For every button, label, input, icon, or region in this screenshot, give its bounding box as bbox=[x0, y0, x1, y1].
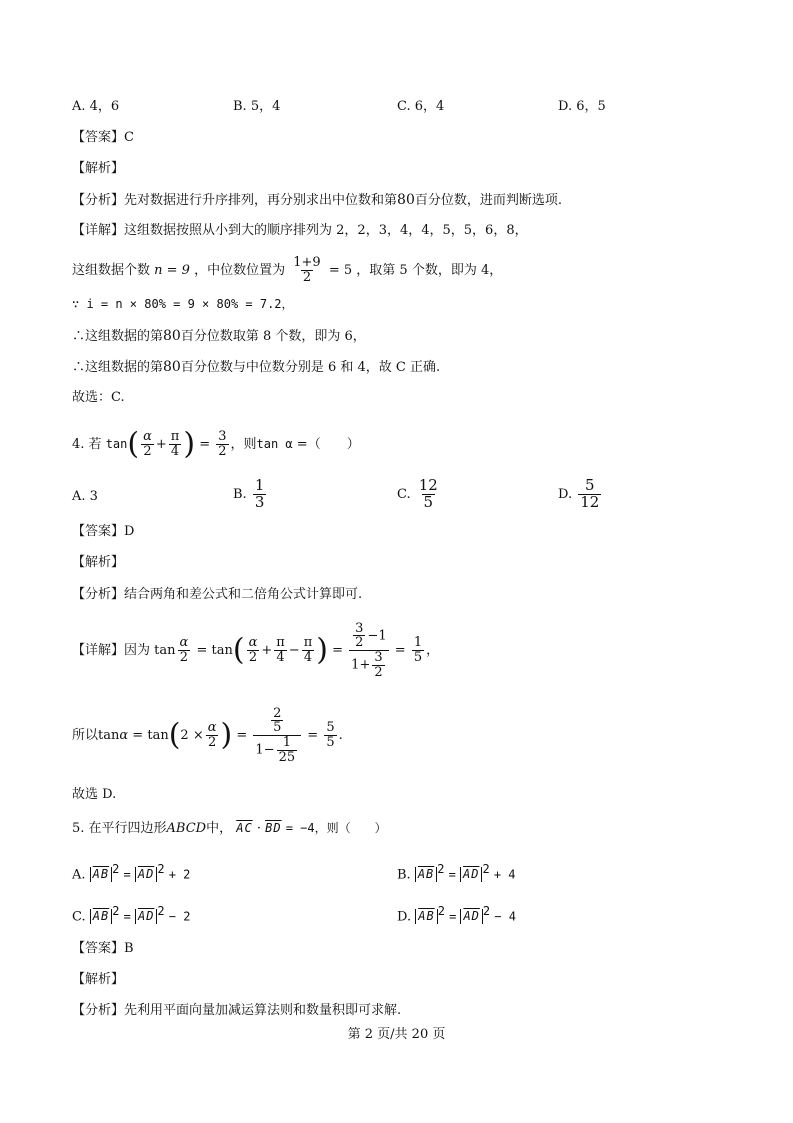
q3-option-c: C. 6，4 bbox=[397, 99, 445, 114]
q5-analysis-tag: 【解析】 bbox=[72, 972, 125, 987]
q3-fenxi: 【分析】先对数据进行升序排列，再分别求出中位数和第80百分位数，进而判断选项. bbox=[72, 192, 562, 208]
page-footer: 第 2 页/共 20 页 bbox=[347, 1027, 446, 1042]
q3-median-fraction: $\frac{1+9}{2}$ bbox=[293, 255, 321, 285]
q4-option-b: B. $\frac{1}{3}$ bbox=[233, 476, 265, 511]
q4-option-a: A. 3 bbox=[72, 489, 98, 504]
q3-line-percentile-calc: ∵ i = n × 80% = 9 × 80% = 7.2， bbox=[72, 297, 294, 311]
q3-option-d: D. 6，5 bbox=[558, 99, 606, 114]
q4-option-d: D. $\frac{5}{12}$ bbox=[558, 476, 600, 511]
q5-options-row1 bbox=[72, 858, 692, 882]
q4-options bbox=[72, 478, 692, 518]
q5-fenxi: 【分析】先利用平面向量加减运算法则和数量积即可求解. bbox=[72, 1003, 402, 1018]
q5-option-c: C. $\overline{AB}$ $^2 = \overline{AD}$ $^2$ − 2 bbox=[72, 904, 191, 925]
q5-option-b: B. $\overline{AB}$ $^2 = \overline{AD}$ $^2$ + 4 bbox=[397, 862, 516, 883]
q4-stem: 4. 若 tan( $\frac{\alpha}{2}$ + $\frac{\pi}{4}$ ) = $\frac{3}{2}$ ，则tan α =（ ） bbox=[72, 426, 360, 462]
q5-answer: 【答案】B bbox=[72, 941, 134, 956]
q3-conclusion: 故选：C. bbox=[72, 390, 125, 405]
q3-line-result: ∴这组数据的第80百分位数与中位数分别是 6 和 4，故 C 正确. bbox=[72, 359, 441, 375]
q5-option-a: A. $\overline{AB}$ $^2 = \overline{AD}$ $^2$ + 2 bbox=[72, 862, 191, 883]
q5-option-d: D. $\overline{AB}$ $^2 = \overline{AD}$ $^2$ − 4 bbox=[397, 904, 516, 925]
q3-line-median: 这组数据个数 n = 9 ，中位数位置为 $\frac{1+9}{2}$ = 5 ，取第 5 个数，即为 4， bbox=[72, 255, 503, 285]
q5-options-row2 bbox=[72, 900, 692, 924]
q3-options bbox=[72, 96, 692, 120]
q3-line-percentile: ∴这组数据的第80百分位数取第 8 个数，即为 6， bbox=[72, 328, 366, 344]
q4-analysis-tag: 【解析】 bbox=[72, 555, 125, 570]
q4-xiangjie-step1: 【详解】因为 tan $\frac{\alpha}{2}$ = tan( $\frac{\alpha}{2}$ + $\frac{\pi}{4}$ − $\frac{\pi}{4}$ ) = $\frac{3}{2}$ −1 1+ $\frac{3}{2}$ = $\frac{1}{5}$ ， bbox=[72, 620, 440, 680]
q4-conclusion: 故选 D. bbox=[72, 787, 117, 802]
q4-answer: 【答案】D bbox=[72, 524, 135, 539]
q3-answer: 【答案】C bbox=[72, 130, 134, 145]
q3-option-b: B. 5，4 bbox=[233, 99, 281, 114]
q5-stem: 5. 在平行四边形ABCD中， $\overline{AC} \cdot \overline{BD} = -4$，则（ ） bbox=[72, 821, 387, 836]
q4-step1-compound-fraction: $\frac{3}{2}$ −1 1+ $\frac{3}{2}$ bbox=[351, 620, 387, 680]
q3-analysis-tag: 【解析】 bbox=[72, 161, 125, 176]
q4-fenxi: 【分析】结合两角和差公式和二倍角公式计算即可. bbox=[72, 587, 363, 602]
q3-xiangjie: 【详解】这组数据按照从小到大的顺序排列为 2，2，3，4，4，5，5，6，8， bbox=[72, 223, 528, 238]
q4-step2-compound-fraction: $\frac{2}{5}$ 1− $\frac{1}{25}$ bbox=[253, 707, 301, 765]
q3-option-a: A. 4，6 bbox=[72, 99, 120, 114]
q4-xiangjie-step2: 所以tanα = tan(2 × $\frac{\alpha}{2}$ ) = $\frac{2}{5}$ 1− $\frac{1}{25}$ = $\frac{5}{5}$ . bbox=[72, 705, 343, 765]
q4-option-c: C. $\frac{12}{5}$ bbox=[397, 476, 438, 511]
